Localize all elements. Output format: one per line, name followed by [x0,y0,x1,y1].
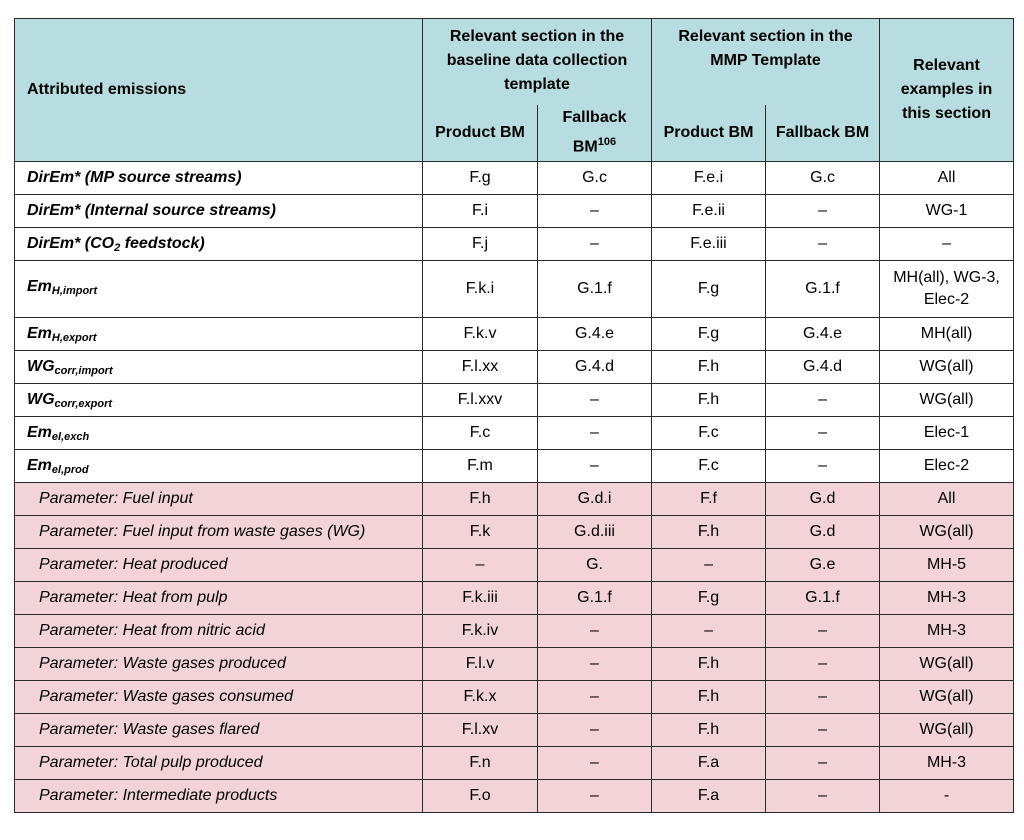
examples-cell: MH(all), WG-3, Elec-2 [880,261,1014,318]
baseline-fallback-cell: – [538,615,652,648]
row-label: Parameter: Heat from nitric acid [15,615,423,648]
table-row [15,384,1014,417]
baseline-product-cell: F.h [423,483,538,516]
mmp-fallback-cell: – [766,615,880,648]
row-label: Parameter: Heat from pulp [15,582,423,615]
examples-cell: MH-3 [880,615,1014,648]
examples-cell: Elec-1 [880,417,1014,450]
baseline-template-header: Relevant section in the baseline data collection template [423,19,652,106]
table-row [15,195,1014,228]
baseline-product-cell: F.c [423,417,538,450]
examples-cell: MH-5 [880,549,1014,582]
row-label: Parameter: Heat produced [15,549,423,582]
mmp-product-cell: F.h [652,714,766,747]
row-label: Parameter: Fuel input [15,483,423,516]
baseline-fallback-cell: G.1.f [538,261,652,318]
label-main: DirEm* (CO [27,234,115,252]
mmp-product-cell: F.h [652,516,766,549]
baseline-fallback-cell: G.d.iii [538,516,652,549]
row-label: Parameter: Total pulp produced [15,747,423,780]
mmp-product-cell: F.e.iii [652,228,766,261]
table-row [15,351,1014,384]
mmp-fallback-cell: G.d [766,483,880,516]
mmp-product-cell: F.h [652,648,766,681]
examples-cell: Elec-2 [880,450,1014,483]
mmp-fallback-cell: G.d [766,516,880,549]
mmp-product-cell: F.c [652,417,766,450]
label-subscript: corr,export [54,397,113,410]
baseline-fallback-cell: G.1.f [538,582,652,615]
mmp-fallback-cell: – [766,450,880,483]
mmp-fallback-cell: G.4.d [766,351,880,384]
table-row [15,582,1014,615]
row-label [15,384,423,417]
baseline-fallback-cell: G.4.d [538,351,652,384]
baseline-fallback-cell: – [538,384,652,417]
mmp-product-cell: F.h [652,384,766,417]
table-row [15,747,1014,780]
baseline-fallback-cell: – [538,195,652,228]
baseline-product-cell: F.k.iv [423,615,538,648]
table-row [15,483,1014,516]
mmp-fallback-cell: – [766,681,880,714]
baseline-fallback-cell: – [538,780,652,813]
baseline-product-cell: F.k [423,516,538,549]
examples-cell: WG(all) [880,516,1014,549]
label-main: WG [27,390,55,408]
baseline-product-cell: F.i [423,195,538,228]
examples-header: Relevant examples in this section [880,19,1014,162]
mmp-fallback-cell: G.4.e [766,318,880,351]
mmp-product-cell: F.c [652,450,766,483]
mmp-product-cell: F.a [652,747,766,780]
row-label: DirEm* (Internal source streams) [15,195,423,228]
examples-cell: WG(all) [880,648,1014,681]
label-subscript: corr,import [54,364,113,377]
mmp-fallback-cell: G.e [766,549,880,582]
row-label: Parameter: Waste gases flared [15,714,423,747]
baseline-product-cell: F.k.iii [423,582,538,615]
baseline-fallback-cell: – [538,747,652,780]
mmp-product-cell: F.e.ii [652,195,766,228]
row-label: Parameter: Fuel input from waste gases (WG) [15,516,423,549]
table-row [15,516,1014,549]
mmp-fallback-bm-header: Fallback BM [766,105,880,162]
table-body [15,162,1014,813]
baseline-product-cell: F.o [423,780,538,813]
row-label: Parameter: Waste gases consumed [15,681,423,714]
examples-cell: All [880,483,1014,516]
baseline-fallback-cell: – [538,714,652,747]
table-row [15,450,1014,483]
footnote-106: 106 [597,136,617,149]
label-main: Em [27,423,52,441]
mmp-product-cell: – [652,549,766,582]
table-row [15,417,1014,450]
examples-cell: All [880,162,1014,195]
label-subscript: el,exch [51,430,90,443]
examples-cell: WG-1 [880,195,1014,228]
table-row [15,780,1014,813]
baseline-fallback-cell: – [538,450,652,483]
row-label [15,228,423,261]
label-subscript: 2 [114,241,121,254]
label-subscript: el,prod [51,463,89,476]
mmp-product-cell: F.a [652,780,766,813]
baseline-fallback-cell: G.d.i [538,483,652,516]
mmp-fallback-cell: G.1.f [766,582,880,615]
baseline-fallback-cell: – [538,228,652,261]
label-main: Em [27,456,52,474]
row-label [15,450,423,483]
label-subscript: H,import [51,285,98,297]
table-row [15,162,1014,195]
label-main: Em [27,278,52,295]
mmp-fallback-cell: G.1.f [766,261,880,318]
mmp-fallback-cell: – [766,714,880,747]
emissions-mapping-table [14,18,1014,813]
examples-cell: WG(all) [880,351,1014,384]
examples-cell: – [880,228,1014,261]
table-row [15,648,1014,681]
examples-cell: WG(all) [880,384,1014,417]
baseline-fallback-cell: – [538,681,652,714]
examples-cell: WG(all) [880,681,1014,714]
table-row [15,549,1014,582]
baseline-product-cell: F.k.v [423,318,538,351]
row-label: Parameter: Waste gases produced [15,648,423,681]
mmp-fallback-cell: – [766,195,880,228]
mmp-product-cell: F.h [652,681,766,714]
mmp-product-cell: F.e.i [652,162,766,195]
baseline-product-cell: F.m [423,450,538,483]
examples-cell: MH(all) [880,318,1014,351]
baseline-fallback-cell: – [538,648,652,681]
baseline-product-cell: F.l.xx [423,351,538,384]
baseline-product-cell: F.l.v [423,648,538,681]
table-row [15,228,1014,261]
table-row [15,681,1014,714]
mmp-fallback-cell: G.c [766,162,880,195]
mmp-product-cell: F.h [652,351,766,384]
baseline-product-bm-header: Product BM [423,105,538,162]
baseline-product-cell: F.n [423,747,538,780]
baseline-product-cell: – [423,549,538,582]
row-label [15,261,423,318]
mmp-fallback-cell: – [766,417,880,450]
row-label [15,351,423,384]
attributed-emissions-header: Attributed emissions [15,19,423,162]
mmp-fallback-cell: – [766,228,880,261]
baseline-product-cell: F.k.i [423,261,538,318]
row-label: DirEm* (MP source streams) [15,162,423,195]
row-label [15,318,423,351]
mmp-product-cell: – [652,615,766,648]
row-label [15,417,423,450]
mmp-template-header: Relevant section in the MMP Template [652,19,880,106]
mmp-fallback-cell: – [766,648,880,681]
mmp-product-cell: F.g [652,582,766,615]
row-label: Parameter: Intermediate products [15,780,423,813]
examples-cell: WG(all) [880,714,1014,747]
examples-cell: MH-3 [880,747,1014,780]
label-subscript: H,export [51,331,97,344]
baseline-product-cell: F.l.xxv [423,384,538,417]
mmp-product-cell: F.g [652,261,766,318]
label-main: WG [27,357,55,375]
table-row [15,615,1014,648]
table-row [15,714,1014,747]
examples-cell: MH-3 [880,582,1014,615]
mmp-fallback-cell: – [766,747,880,780]
baseline-fallback-cell: G.c [538,162,652,195]
table-row [15,318,1014,351]
mmp-product-cell: F.f [652,483,766,516]
baseline-fallback-cell: – [538,417,652,450]
mmp-product-cell: F.g [652,318,766,351]
baseline-product-cell: F.k.x [423,681,538,714]
fallback-label: Fallback BM [562,109,627,156]
baseline-fallback-cell: G.4.e [538,318,652,351]
label-suffix: feedstock) [120,234,205,252]
table-row [15,261,1014,318]
mmp-fallback-cell: – [766,384,880,417]
baseline-product-cell: F.j [423,228,538,261]
examples-cell: - [880,780,1014,813]
baseline-product-cell: F.g [423,162,538,195]
baseline-product-cell: F.l.xv [423,714,538,747]
label-main: Em [27,324,52,342]
mmp-fallback-cell: – [766,780,880,813]
baseline-fallback-cell: G. [538,549,652,582]
mmp-product-bm-header: Product BM [652,105,766,162]
baseline-fallback-bm-header [538,105,652,162]
